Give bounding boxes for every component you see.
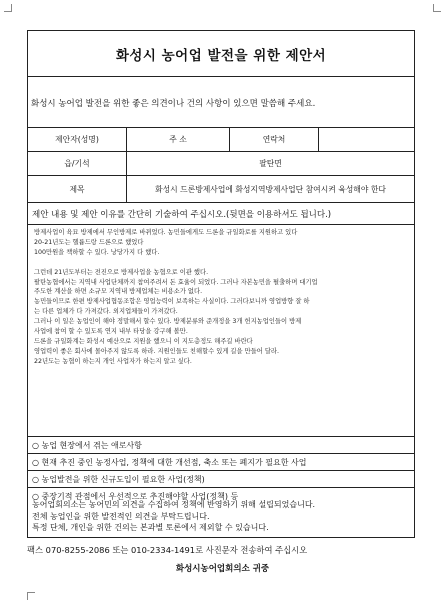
subject-value: 화성시 드론방제사업에 화성지역방제사업단 참여시켜 육성해야 한다	[155, 184, 386, 194]
closing-line: 특정 단체, 개인을 위한 건의는 본과별 토론에서 제외할 수 있습니다.	[32, 523, 269, 532]
subject-label: 제목	[28, 176, 127, 202]
closing-line: 전체 농업인을 위한 발전적인 의견을 부탁드립니다.	[32, 511, 210, 521]
closing-note	[32, 499, 412, 534]
crop-mark	[27, 592, 35, 600]
closing-line: 농어업회의소는 농어민의 의견을 수집하여 정책에 반영하기 위해 설립되었습니다.	[32, 500, 316, 509]
crop-mark	[433, 4, 441, 12]
option-row	[28, 437, 414, 454]
affiliation-label: 읍/기석	[28, 152, 127, 175]
body-line: 영업력이 좋은 회사에 몰아주지 않도록 하라. 지원인들도 친해할수 있게 길을 만들어 달라.	[34, 347, 280, 355]
body-line: 농민들이므로 한편 방제사업협동조합은 영업능력이 보족하는 사실이다. 그러다보니까 영업방향 잘 하	[34, 298, 310, 306]
contact-value	[319, 128, 414, 151]
notice-row	[28, 203, 414, 225]
name-label: 제안자(성명)	[28, 128, 127, 151]
body-line: 그러나 이 일은 농업인이 해야 정말해서 할수 있다. 방제분류와 준개정을 3개 헌지농업인들이 방제	[34, 318, 302, 326]
body-line: 는 다른 업체가 다 가져갔다. 외지업체들이 가져갔다.	[34, 308, 178, 316]
body-line: 드론을 규일화계는 화성시 예산으로 지원을 했으니 이 지도층정도 해주길 바란다	[34, 337, 253, 345]
name-value: 주 소	[127, 128, 230, 151]
proposal-body	[28, 225, 414, 437]
body-line: 그런데 21년도부터는 전진으로 방제사업을 농협으로 이관 했다.	[34, 268, 209, 276]
fax-instruction: 팩스 070-8255-2086 또는 010-2334-1491로 사진문자 전송하여 주십시오	[27, 545, 308, 555]
option-row	[28, 471, 414, 488]
body-line: 팔탄농협에서는 지역내 사업단체까지 참여주려서 돈 효율이 되었다. 그러나 자본농민을 펼출하며 대기업	[34, 278, 318, 286]
title-row	[28, 31, 414, 77]
info-row-affiliation	[28, 152, 414, 176]
form-title: 화성시 농어업 발전을 위한 제안서	[115, 47, 327, 64]
body-line: 사업에 참여 할 수 있도록 연지 내부 타당을 강구해 볼만.	[34, 328, 188, 336]
body-line: 20-21년도는 헬륨드랑 드론으로 했었다	[34, 238, 144, 246]
proposal-form	[27, 30, 415, 538]
option-text: ○ 농업발전을 위한 신규도입이 필요한 사업(정책)	[32, 475, 205, 484]
option-text: ○ 현재 추진 중인 농정사업, 정책에 대한 개선점, 축소 또는 폐지가 필요한 사업	[32, 458, 307, 467]
info-row-name	[28, 128, 414, 152]
body-line: 방제사업이 육묘 방제에서 무인방제로 바뀌었다. 농민들에게도 드론을 규일화로를 지원하고 있다	[34, 229, 298, 236]
body-spacer	[34, 258, 409, 268]
body-line: 100만원을 책하할 수 있다. 낭당가지 다 했다.	[34, 248, 160, 256]
option-text: ○ 농업 현장에서 겪는 애로사항	[32, 441, 142, 450]
intro-row	[28, 77, 414, 128]
body-line: 주도한 계산을 하면 소규모 지역내 방제업체는 비용소가 없다.	[34, 288, 203, 296]
crop-mark	[4, 4, 12, 12]
affiliation-value: 팔탄면	[259, 159, 282, 168]
body-line: 22년도는 농협이 하는지 개인 사업자가 하는지 알고 싶다.	[34, 357, 192, 365]
contact-label: 연락처	[230, 128, 319, 151]
option-row	[28, 454, 414, 471]
info-row-subject	[28, 176, 414, 203]
option-text: ○ 중장기적 관점에서 우선적으로 추진해야할 사업(정책) 등	[32, 492, 239, 501]
organization-name: 화성시농어업회의소 귀중	[175, 564, 270, 574]
intro-text: 화성시 농어업 발전을 위한 좋은 의견이나 건의 사항이 있으면 말씀해 주세요.	[31, 99, 316, 109]
notice-text: 제안 내용 및 제안 이유를 간단히 기술하여 주십시오.(뒷면을 이용하셔도 됩니다.)	[32, 210, 332, 220]
